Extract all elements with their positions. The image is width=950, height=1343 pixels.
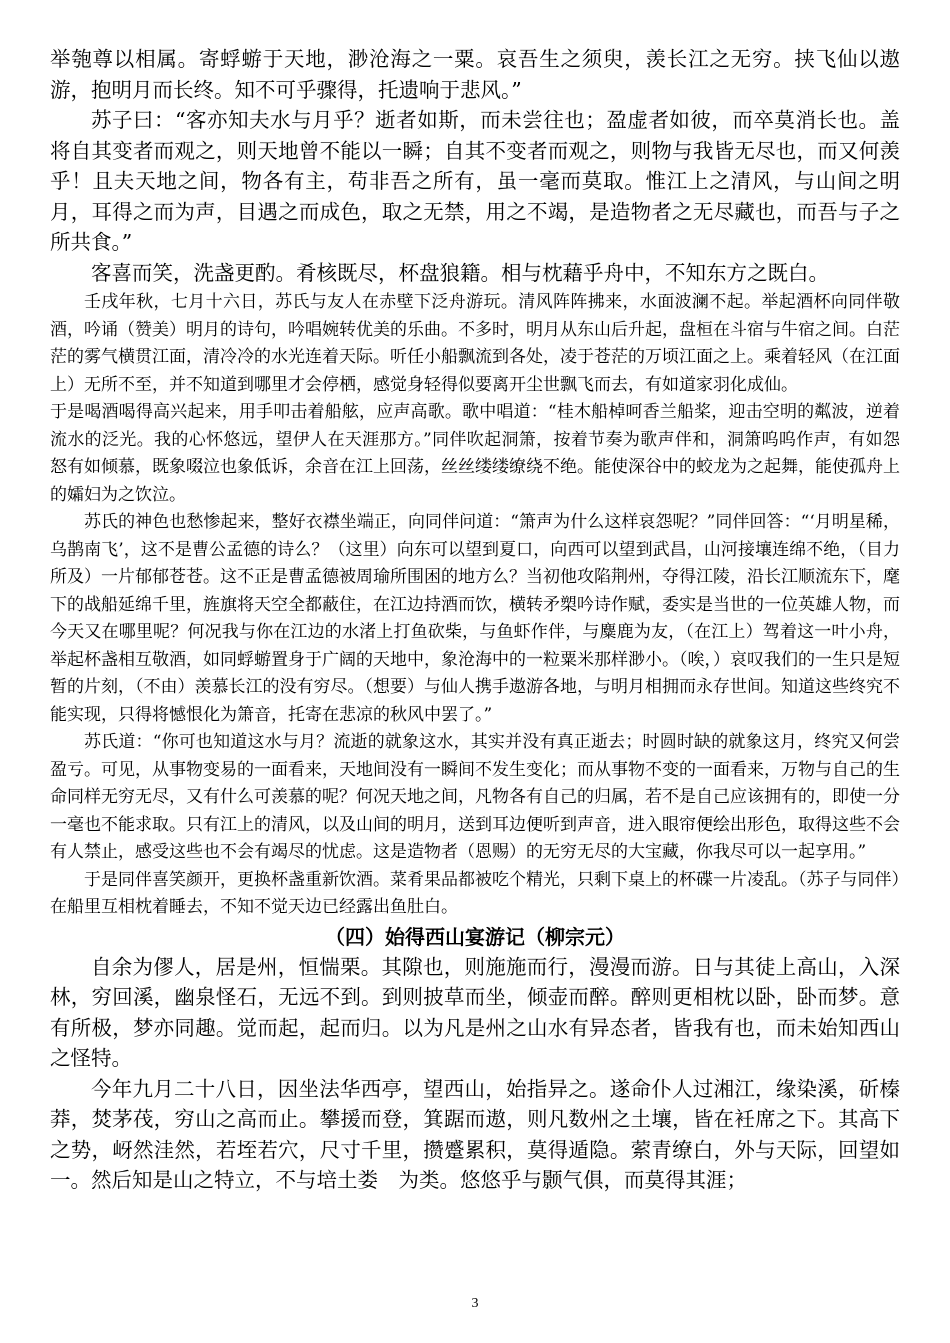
section-heading: （四）始得西山宴游记（柳宗元） <box>325 924 625 949</box>
original-text-paragraph-1: 举匏尊以相属。寄蜉蝣于天地，渺沧海之一粟。哀吾生之须臾，羡长江之无穷。挟飞仙以遨游，抱明月而长终。知不可乎骤得，托遗响于悲风。” <box>50 47 900 102</box>
translation-paragraph-5: 于是同伴喜笑颜开，更换杯盏重新饮酒。菜肴果品都被吃个精光，只剩下桌上的杯碟一片凌乱。（苏子与同伴）在船里互相枕着睡去，不知不觉天边已经露出鱼肚白。 <box>50 869 900 917</box>
original-text-paragraph-2: 苏子曰：“客亦知夫水与月乎？逝者如斯，而未尝往也；盈虚者如彼，而卒莫消长也。盖将自其变者而观之，则天地曾不能以一瞬；自其不变者而观之，则物与我皆无尽也，而又何羡乎！且夫天地之间，物各有主，苟非吾之所有，虽一毫而莫取。惟江上之清风，与山间之明月，耳得之而为声，目遇之而成色，取之无禁，用之不竭，是造物者之无尽藏也，而吾与子之所共食。” <box>50 108 900 254</box>
page-number: 3 <box>471 1296 479 1311</box>
translation-paragraph-2: 于是喝酒喝得高兴起来，用手叩击着船舷，应声高歌。歌中唱道：“桂木船棹呵香兰船桨，迎击空明的粼波，逆着流水的泛光。我的心怀悠远，望伊人在天涯那方。”同伴吹起洞箫，按着节奏为歌声伴和，洞箫呜呜作声，有如怨怒有如倾慕，既象啜泣也象低诉，余音在江上回荡，丝丝缕缕缭绕不绝。能使深谷中的蛟龙为之起舞，能使孤舟上的孀妇为之饮泣。 <box>50 402 900 505</box>
document-page <box>50 44 900 1196</box>
translation-paragraph-4: 苏氏道：“你可也知道这水与月？流逝的就象这水，其实并没有真正逝去；时圆时缺的就象这月，终究又何尝盈亏。可见，从事物变易的一面看来，天地间没有一瞬间不发生变化；而从事物不变的一面看来，万物与自己的生命同样无穷无尽，又有什么可羡慕的呢？何况天地之间，凡物各有自己的归属，若不是自己应该拥有的，即使一分一毫也不能求取。只有江上的清风，以及山间的明月，送到耳边便听到声音，进入眼帘便绘出形色，取得这些不会有人禁止，感受这些也不会有竭尽的忧虑。这是造物者（恩赐）的无穷无尽的大宝藏，你我尽可以一起享用。” <box>50 732 900 862</box>
translation-paragraph-1: 壬戌年秋，七月十六日，苏氏与友人在赤壁下泛舟游玩。清风阵阵拂来，水面波澜不起。举起酒杯向同伴敬酒，吟诵（赞美）明月的诗句，吟唱婉转优美的乐曲。不多时，明月从东山后升起，盘桓在斗宿与牛宿之间。白茫茫的雾气横贯江面，清冷冷的水光连着天际。听任小船飘流到各处，凌于苍茫的万顷江面之上。乘着轻风（在江面上）无所不至，并不知道到哪里才会停栖，感觉身轻得似要离开尘世飘飞而去，有如道家羽化成仙。 <box>50 292 900 395</box>
xishan-paragraph-1: 自余为僇人，居是州，恒惴栗。其隙也，则施施而行，漫漫而游。日与其徒上高山，入深林，穷回溪，幽泉怪石，无远不到。到则披草而坐，倾壶而醉。醉则更相枕以卧，卧而梦。意有所极，梦亦同趣。觉而起，起而归。以为凡是州之山水有异态者，皆我有也，而未始知西山之怪特。 <box>50 954 900 1070</box>
xishan-paragraph-2: 今年九月二十八日，因坐法华西亭，望西山，始指异之。遂命仆人过湘江，缘染溪，斫榛莽，焚茅茷，穷山之高而止。攀援而登，箕踞而遨，则凡数州之土壤，皆在衽席之下。其高下之势，岈然洼然，若垤若穴，尺寸千里，攒蹙累积，莫得遁隐。萦青缭白，外与天际，回望如一。然后知是山之特立，不与培土娄 为类。悠悠乎与颢气俱，而莫得其涯； <box>50 1076 900 1192</box>
translation-paragraph-3: 苏氏的神色也愁惨起来，整好衣襟坐端正，向同伴问道：“箫声为什么这样哀怨呢？”同伴回答：“‘月明星稀，乌鹊南飞’，这不是曹公孟德的诗么？（这里）向东可以望到夏口，向西可以望到武昌，山河接壤连绵不绝，（目力所及）一片郁郁苍苍。这不正是曹孟德被周瑜所围困的地方么？当初他攻陷荆州，夺得江陵，沿长江顺流东下，麾下的战船延绵千里，旌旗将天空全都蔽住，在江边持酒而饮，横转矛槊吟诗作赋，委实是当世的一位英雄人物，而今天又在哪里呢？何况我与你在江边的水渚上打鱼砍柴，与鱼虾作伴，与麋鹿为友，（在江上）驾着这一叶小舟，举起杯盏相互敬酒，如同蜉蝣置身于广阔的天地中，象沧海中的一粒粟米那样渺小。（唉，）哀叹我们的一生只是短暂的片刻，（不由）羡慕长江的没有穷尽。（想要）与仙人携手遨游各地，与明月相拥而永存世间。知道这些终究不能实现，只得将憾恨化为箫音，托寄在悲凉的秋风中罢了。” <box>50 512 900 725</box>
original-text-paragraph-3: 客喜而笑，洗盏更酌。肴核既尽，杯盘狼籍。相与枕藉乎舟中，不知东方之既白。 <box>91 260 829 285</box>
